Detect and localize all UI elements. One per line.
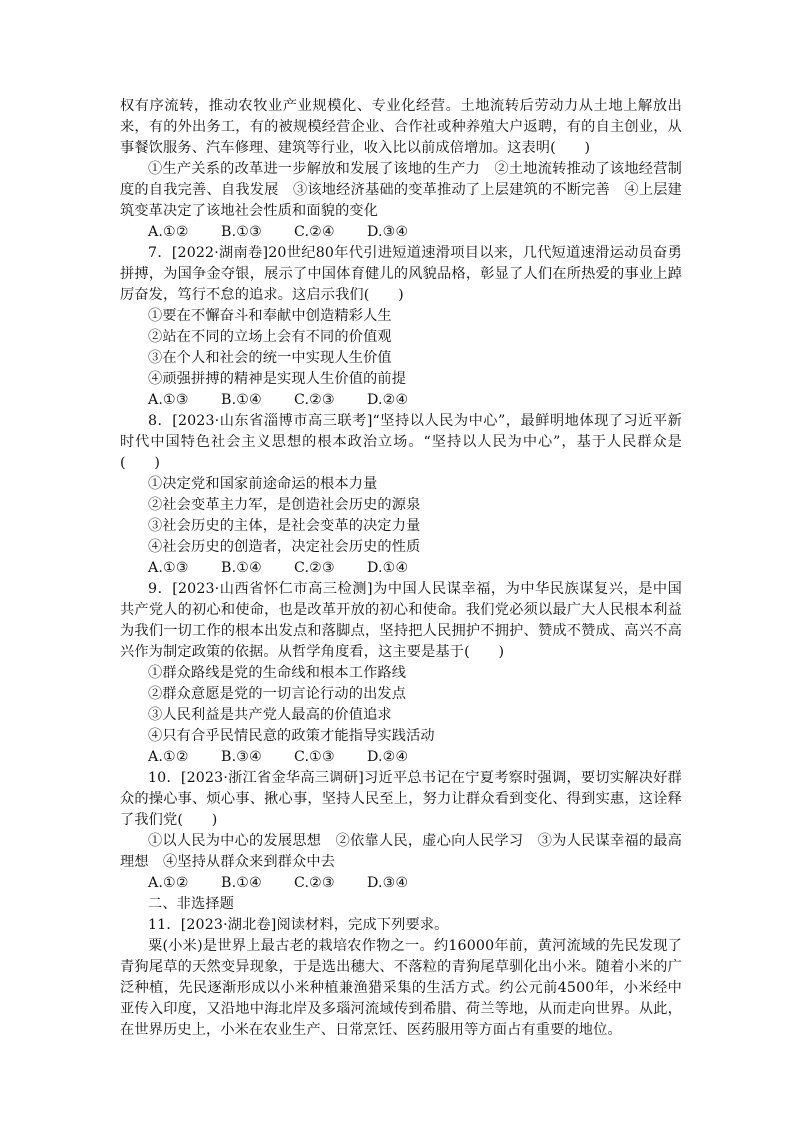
q9-option-4: ④只有合乎民情民意的政策才能指导实践活动 (148, 728, 435, 744)
q9-option-1: ①群众路线是党的生命线和根本工作路线 (148, 665, 407, 681)
q8-choice-c: C.②③ (294, 560, 335, 576)
q6-options: ①生产关系的改革进一步解放和发展了该地的生产力 ②土地流转推动了该地经营制度的自我完善、自我发展 ③该地经济基础的变革推动了上层建筑的不断完善 ④上层建筑变革决定了该地社会性质和面貌的变化 (120, 161, 682, 219)
q7-choice-d: D.②④ (367, 392, 409, 408)
q7-choice-a: A.①③ (148, 392, 189, 408)
q7-option-4: ④顽强拼搏的精神是实现人生价值的前提 (148, 371, 407, 387)
q9-choice-c: C.①③ (294, 749, 335, 765)
document-page (120, 96, 682, 1041)
q8-option-4: ④社会历史的创造者，决定社会历史的性质 (148, 539, 421, 555)
q6-choice-c: C.②④ (294, 224, 335, 240)
q9-stem: 9．[2023·山西省怀仁市高三检测]为中国人民谋幸福，为中华民族谋复兴，是中国共产党人的初心和使命，也是改革开放的初心和使命。我们党必须以最广大人民根本利益为我们一切工作的根本出发点和落脚点，坚持把人民拥护不拥护、赞成不赞成、高兴不高兴作为制定政策的依据。从哲学角度看，这主要是基于( ) (120, 581, 682, 660)
q7-choice-c: C.②③ (294, 392, 335, 408)
q9-option-3: ③人民利益是共产党人最高的价值追求 (148, 707, 392, 723)
q7-stem: 7．[2022·湖南卷]20世纪80年代引进短道速滑项目以来，几代短道速滑运动员奋勇拼搏，为国争金夺银，展示了中国体育健儿的风貌品格，彰显了人们在所热爱的事业上踔厉奋发，笃行不怠的追求。这启示我们( ) (120, 245, 682, 303)
q6-choice-a: A.①② (148, 224, 189, 240)
q9-choice-d: D.②④ (367, 749, 409, 765)
q11-material: 粟(小米)是世界上最古老的栽培农作物之一。约16000年前，黄河流域的先民发现了青狗尾草的天然变异现象，于是选出穗大、不落粒的青狗尾草驯化出小米。随着小米的广泛种植，先民逐渐形成以小米种植兼渔猎采集的生活方式。约公元前4500年，小米经中亚传入印度，又沿地中海北岸及多瑙河流域传到希腊、荷兰等地，从而走向世界。从此，在世界历史上，小米在农业生产、日常烹饪、医药服用等方面占有重要的地位。 (120, 938, 682, 1038)
q6-choice-d: D.③④ (367, 224, 409, 240)
q11-stem: 11．[2023·湖北卷]阅读材料，完成下列要求。 (148, 917, 449, 933)
q9-choice-a: A.①② (148, 749, 189, 765)
q10-stem: 10．[2023·浙江省金华高三调研]习近平总书记在宁夏考察时强调，要切实解决好群众的操心事、烦心事、揪心事，坚持人民至上，努力让群众看到变化、得到实惠，这诠释了我们党( ) (120, 770, 682, 828)
q9-option-2: ②群众意愿是党的一切言论行动的出发点 (148, 686, 407, 702)
q9-choices (120, 747, 682, 768)
q8-option-2: ②社会变革主力军，是创造社会历史的源泉 (148, 497, 421, 513)
q10-options: ①以人民为中心的发展思想 ②依靠人民，虚心向人民学习 ③为人民谋幸福的最高理想 ④坚持从群众来到群众中去 (120, 833, 682, 870)
q10-choice-a: A.①② (148, 875, 189, 891)
q6-continuation: 权有序流转，推动农牧业产业规模化、专业化经营。土地流转后劳动力从土地上解放出来，有的外出务工，有的被规模经营企业、合作社或种养殖大户返聘，有的自主创业，从事餐饮服务、汽车修理、建筑等行业，收入比以前成倍增加。这表明( ) (120, 98, 682, 156)
q7-choices (120, 390, 682, 411)
q8-choice-b: B.①④ (221, 560, 262, 576)
q8-option-3: ③社会历史的主体，是社会变革的决定力量 (148, 518, 421, 534)
q7-option-2: ②站在不同的立场上会有不同的价值观 (148, 329, 392, 345)
q6-choices (120, 222, 682, 243)
q8-option-1: ①决定党和国家前途命运的根本力量 (148, 476, 378, 492)
q9-choice-b: B.③④ (221, 749, 262, 765)
q8-choice-d: D.①④ (367, 560, 409, 576)
q8-stem: 8．[2023·山东省淄博市高三联考]“坚持以人民为中心”，最鲜明地体现了习近平新时代中国特色社会主义思想的根本政治立场。“坚持以人民为中心”，基于人民群众是( ) (120, 413, 682, 471)
q8-choice-a: A.①③ (148, 560, 189, 576)
q7-choice-b: B.①④ (221, 392, 262, 408)
q10-choices (120, 873, 682, 894)
q7-option-3: ③在个人和社会的统一中实现人生价值 (148, 350, 392, 366)
q7-option-1: ①要在不懈奋斗和奉献中创造精彩人生 (148, 308, 392, 324)
q8-choices (120, 558, 682, 579)
q10-choice-c: C.②③ (294, 875, 335, 891)
q6-choice-b: B.①③ (221, 224, 262, 240)
section-heading-non-choice: 二、非选择题 (148, 896, 235, 912)
q10-choice-d: D.③④ (367, 875, 409, 891)
q10-choice-b: B.①④ (221, 875, 262, 891)
